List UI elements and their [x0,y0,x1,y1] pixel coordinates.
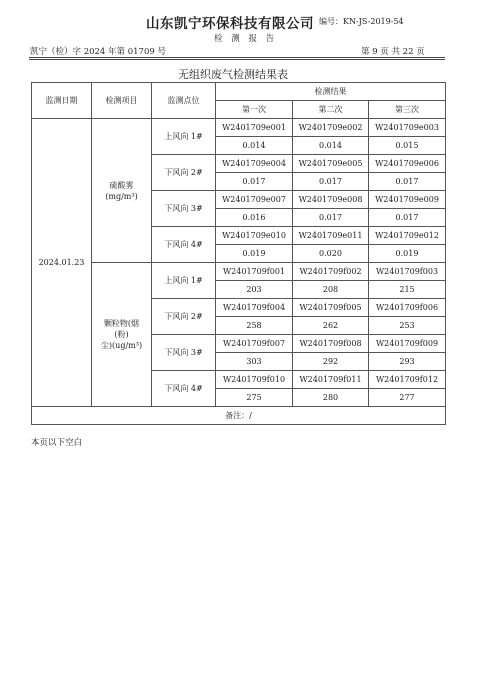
sample-id: W2401709f001 [216,263,293,281]
sample-id: W2401709e002 [293,119,369,137]
table-title: 无组织废气检测结果表 [178,68,288,81]
sample-id: W2401709f004 [216,299,293,317]
sample-id: W2401709e006 [369,155,446,173]
result-value: 277 [369,389,446,407]
monitoring-point: 上风向 1# [152,119,216,155]
header-rule-double [29,59,445,60]
sample-id: W2401709e003 [369,119,446,137]
result-value: 0.017 [369,173,446,191]
monitoring-point: 下风向 2# [152,299,216,335]
blank-below-note: 本页以下空白 [31,438,83,448]
result-value: 0.014 [216,137,293,155]
header-item: 检测项目 [92,83,152,119]
result-value: 0.019 [369,245,446,263]
test-item-line: 颗粒物(烟 [103,319,140,328]
test-item [92,119,152,263]
result-value: 258 [216,317,293,335]
result-value: 208 [293,281,369,299]
report-subtitle: 检 测 报 告 [214,34,278,44]
monitoring-point: 上风向 1# [152,263,216,299]
monitoring-point: 下风向 4# [152,227,216,263]
header-rule [29,57,445,58]
result-value: 280 [293,389,369,407]
result-value: 275 [216,389,293,407]
sample-id: W2401709e009 [369,191,446,209]
sample-id: W2401709e011 [293,227,369,245]
sample-id: W2401709f005 [293,299,369,317]
result-value: 253 [369,317,446,335]
result-value: 303 [216,353,293,371]
monitoring-point: 下风向 3# [152,191,216,227]
result-value: 215 [369,281,446,299]
remark: 备注：/ [32,407,446,425]
sample-id: W2401709e004 [216,155,293,173]
sample-id: W2401709f010 [216,371,293,389]
result-value: 0.017 [293,173,369,191]
page-info: 第 9 页 共 22 页 [361,47,425,57]
sample-id: W2401709f008 [293,335,369,353]
sample-id: W2401709e005 [293,155,369,173]
result-value: 0.017 [216,173,293,191]
header-third: 第三次 [369,101,446,119]
sample-id: W2401709f003 [369,263,446,281]
monitoring-point: 下风向 2# [152,155,216,191]
sample-id: W2401709e012 [369,227,446,245]
results-table [31,82,446,425]
results-table-body [32,83,446,425]
sample-id: W2401709f009 [369,335,446,353]
result-value: 203 [216,281,293,299]
monitoring-point: 下风向 3# [152,335,216,371]
header-point: 监测点位 [152,83,216,119]
header-second: 第二次 [293,101,369,119]
sample-id: W2401709f006 [369,299,446,317]
monitoring-point: 下风向 4# [152,371,216,407]
sample-id: W2401709e007 [216,191,293,209]
header-first: 第一次 [216,101,293,119]
sample-id: W2401709e010 [216,227,293,245]
monitoring-date: 2024.01.23 [32,119,92,407]
result-value: 0.016 [216,209,293,227]
result-value: 262 [293,317,369,335]
test-item-line: 硫酸雾 [109,180,134,190]
result-value: 0.017 [369,209,446,227]
sample-id: W2401709f011 [293,371,369,389]
table-row [32,263,446,281]
sample-id: W2401709e001 [216,119,293,137]
sample-id: W2401709f007 [216,335,293,353]
test-item [92,263,152,407]
header-date: 监测日期 [32,83,92,119]
result-value: 0.020 [293,245,369,263]
result-value: 293 [369,353,446,371]
company-name: 山东凯宁环保科技有限公司 [146,16,314,32]
test-item-line: 尘)(ug/m³) [100,341,143,350]
header-results: 检测结果 [216,83,446,101]
result-value: 0.015 [369,137,446,155]
test-item-line: (mg/m³) [105,191,138,201]
test-item-line: (粉) [114,330,129,339]
result-value: 0.014 [293,137,369,155]
sample-id: W2401709f012 [369,371,446,389]
sample-id: W2401709f002 [293,263,369,281]
result-value: 0.019 [216,245,293,263]
report-number: 凯宁（检）字 2024 年第 01709 号 [30,47,166,57]
result-value: 292 [293,353,369,371]
result-value: 0.017 [293,209,369,227]
table-row [32,119,446,137]
document-code: 编号：KN-JS-2019-54 [319,17,404,26]
remark-row [32,407,446,425]
sample-id: W2401709e008 [293,191,369,209]
header-row [32,83,446,101]
